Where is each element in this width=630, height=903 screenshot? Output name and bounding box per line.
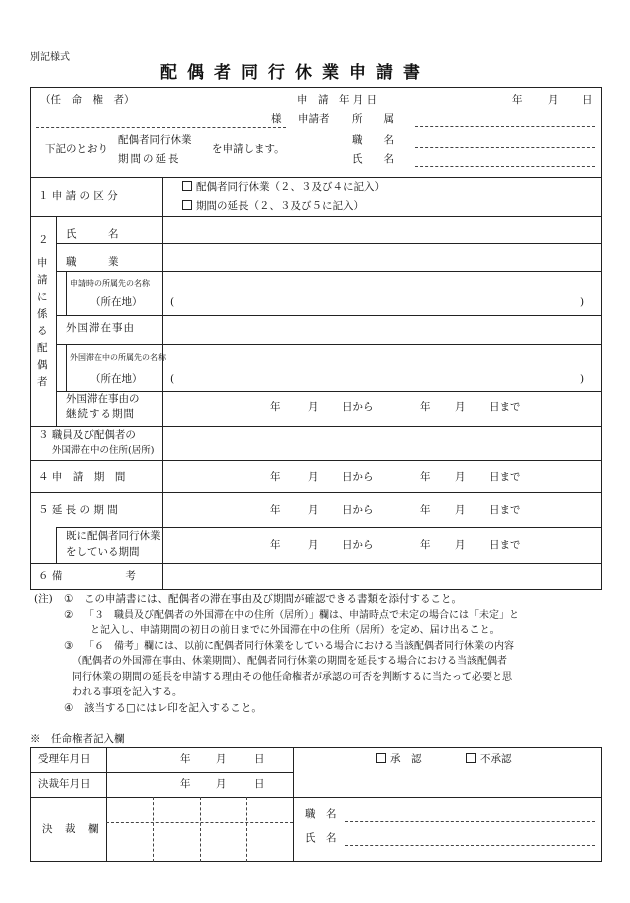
job-field[interactable] [415,147,595,148]
checkbox-icon[interactable] [182,181,192,191]
affil-name-label: 申請時の所属先の名称 [70,279,150,288]
approver-job-label: 職 名 [305,808,337,820]
foreign-location-label: （所在地） [90,373,143,385]
affiliation-label: 所 属 [352,113,394,125]
section3-label1: ３ 職員及び配偶者の [38,429,136,441]
approver-job-field[interactable] [345,821,595,822]
job-label: 職 名 [352,134,394,146]
spouse-name-label: 氏 名 [66,228,119,240]
appointer-label: （任 命 権 者） [40,94,135,106]
request-date-label: 申 請 年 月 日 [297,94,378,106]
section2-num: ２ [38,234,49,246]
section2-vertical-label: 申 請 に 係 る 配 偶 者 [37,257,48,388]
note-3d: われる事項を記入する。 [72,687,182,698]
suffix-text: を申請します。 [212,143,285,155]
spouse-job-label: 職 業 [66,256,119,268]
prefix-text: 下記のとおり [45,143,108,155]
name-label: 氏 名 [352,153,394,165]
appointer-line [36,127,286,128]
date-year: 年 [512,94,523,106]
note-1: この申請書には、配偶者の滞在事由及び期間が確認できる書類を添付すること。 [84,593,462,605]
option-leave: 配偶者同行休業 [118,134,192,146]
note-4: 該当する□にはレ印を記入すること。 [84,702,262,714]
affiliation-field[interactable] [415,126,595,127]
note-2b: と記入し、申請期間の初日の前日までに外国滞在中の住所（居所）を定め、届け出ること。 [90,625,500,636]
note-3a: 「６ 備考」欄には、以前に配偶者同行休業をしている場合における当該配偶者同行休業の内容 [84,641,514,652]
stay-period-label2: 継続する期間 [66,408,135,420]
section3-label2: 外国滞在中の住所(居所) [52,445,155,456]
option-extension: 期間の延長 [118,153,181,165]
page-title: 配偶者同行休業申請書 [160,63,430,83]
approve-option[interactable]: 承 認 [376,753,422,766]
note-2a: 「３ 職員及び配偶者の外国滞在中の住所（居所）」欄は、申請時点で未定の場合には「未定」と [84,610,519,621]
stay-period-label1: 外国滞在事由の [66,393,140,405]
section4-label: ４ 申 請 期 間 [38,471,126,483]
applicant-label: 申請者 [298,113,330,125]
note-3c: 同行休業の期間の延長を申請する理由その他任命権者が承認の可否を判断するに当たって必要と思 [72,672,512,683]
admin-heading: ※ 任命権者記入欄 [30,733,125,745]
section1-label: １ 申 請 の 区 分 [38,190,118,202]
stay-reason-label: 外国滞在事由 [66,322,135,334]
date-day: 日 [582,94,593,106]
approver-name-label: 氏 名 [305,832,337,844]
sama-label: 様 [271,113,282,125]
section6-label: ６ 備 考 [38,570,136,582]
form-label: 別記様式 [30,52,70,63]
choice-leave[interactable]: 配偶者同行休業（２、３及び４に記入） [182,181,385,194]
note-3b: （配偶者の外国滞在事由、休業期間）、配偶者同行休業の期間を延長する場合における当該配偶者 [72,656,507,667]
foreign-affil-label: 外国滞在中の所属先の名称 [70,353,166,362]
approver-name-field[interactable] [345,845,595,846]
existing-leave-label1: 既に配偶者同行休業 [66,530,161,542]
disapprove-option[interactable]: 不承認 [466,753,512,766]
notes-prefix: (注) [34,593,53,605]
choice-extension[interactable]: 期間の延長（２、３及び５に記入） [182,200,364,213]
name-field[interactable] [415,166,595,167]
checkbox-icon[interactable] [466,753,476,763]
approval-box-label: 決 裁 欄 [42,823,100,835]
decided-date-label: 決裁年月日 [38,778,91,790]
received-date-label: 受理年月日 [38,753,91,765]
date-month: 月 [548,94,559,106]
section5-label: ５ 延 長 の 期 間 [38,504,118,516]
affil-location-label: （所在地） [90,296,143,308]
checkbox-icon[interactable] [182,200,192,210]
checkbox-icon[interactable] [376,753,386,763]
existing-leave-label2: をしている期間 [66,546,140,558]
